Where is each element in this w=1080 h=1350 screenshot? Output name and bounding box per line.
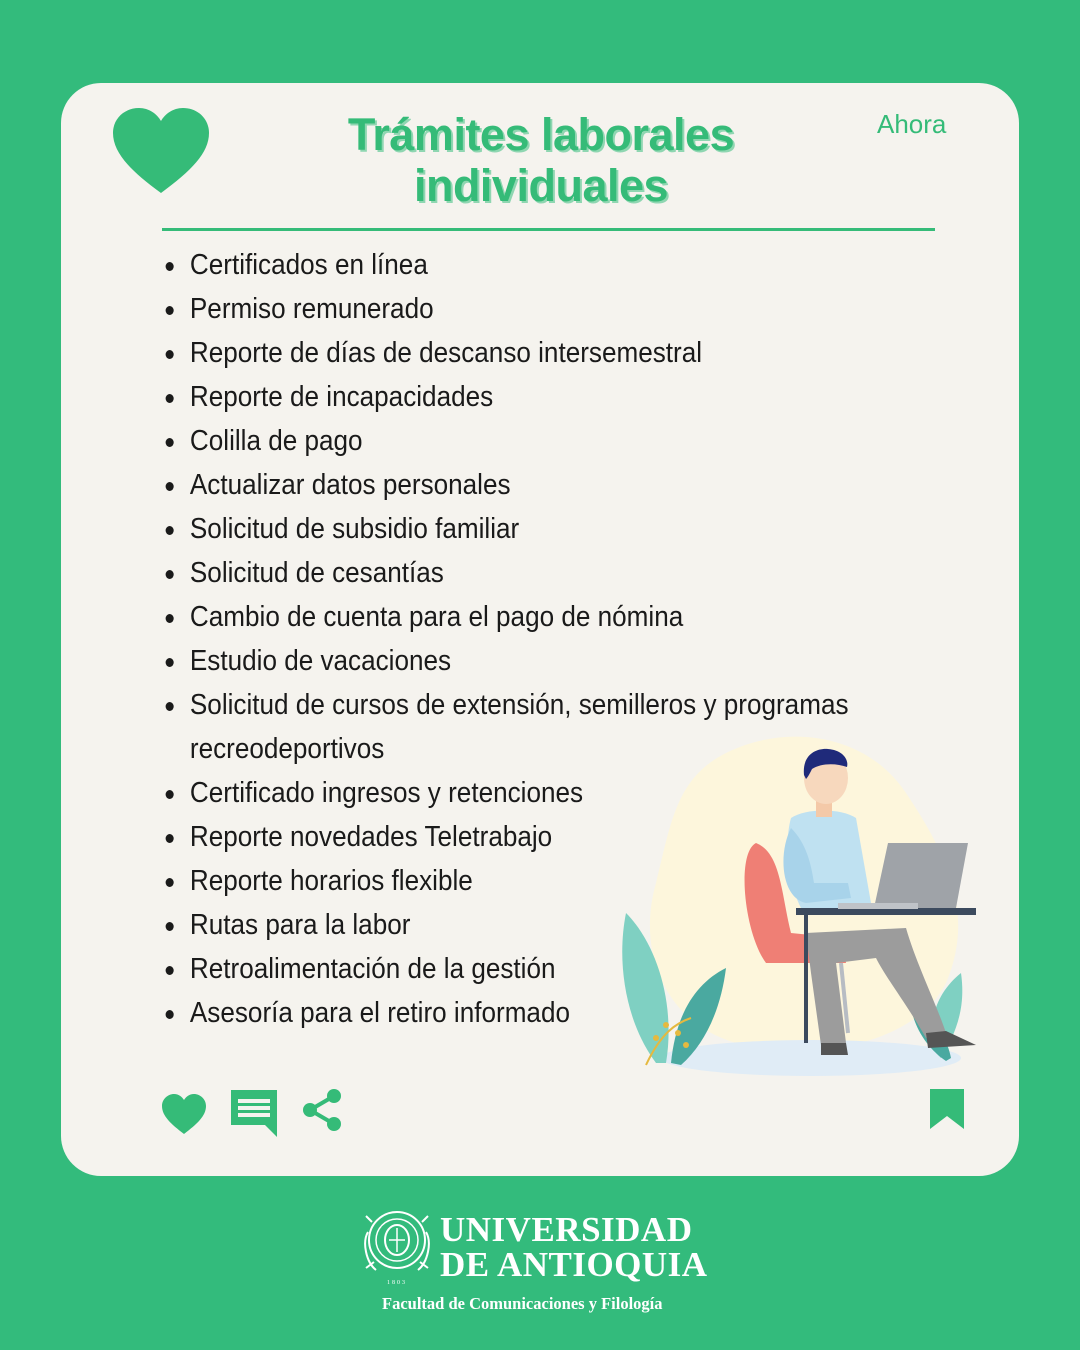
faculty-name: Facultad de Comunicaciones y Filología [382,1294,663,1313]
title-divider [162,228,935,231]
university-name-line2: DE ANTIOQUIA [440,1245,708,1284]
list-item: Actualizar datos personales [162,463,864,507]
university-name [440,1212,708,1282]
list-item: Certificados en línea [162,243,864,287]
university-footer [362,1200,722,1320]
list-item: Reporte de días de descanso intersemestral [162,331,864,375]
list-item: Estudio de vacaciones [162,639,864,683]
post-title [251,109,831,211]
post-title-line2: individuales [413,160,669,211]
list-item: Rutas para la labor [162,903,864,947]
bookmark-button[interactable] [929,1088,965,1130]
list-item: Reporte de incapacidades [162,375,864,419]
university-crest-logo [362,1202,432,1286]
list-item: Solicitud de subsidio familiar [162,507,864,551]
person-laptop-illustration [616,733,976,1083]
list-item: Cambio de cuenta para el pago de nómina [162,595,864,639]
list-item: Reporte horarios flexible [162,859,864,903]
comment-button[interactable] [229,1088,279,1138]
like-button[interactable] [161,1093,207,1135]
university-name-line1: UNIVERSIDAD [440,1210,693,1249]
list-item: Permiso remunerado [162,287,864,331]
post-timestamp: Ahora [877,109,947,139]
post-title-line1: Trámites laborales [347,109,735,160]
list-item: Retroalimentación de la gestión [162,947,864,991]
post-card [61,83,1019,1176]
share-button[interactable] [300,1088,344,1132]
list-item: Asesoría para el retiro informado [162,991,864,1035]
crest-year: 1803 [387,1280,407,1286]
list-item: Certificado ingresos y retenciones [162,771,864,815]
list-item: Solicitud de cursos de extensión, semilleros y programas recreodeportivos [162,683,892,771]
list-item: Colilla de pago [162,419,864,463]
heart-icon [111,107,211,195]
list-item: Reporte novedades Teletrabajo [162,815,864,859]
list-item: Solicitud de cesantías [162,551,864,595]
